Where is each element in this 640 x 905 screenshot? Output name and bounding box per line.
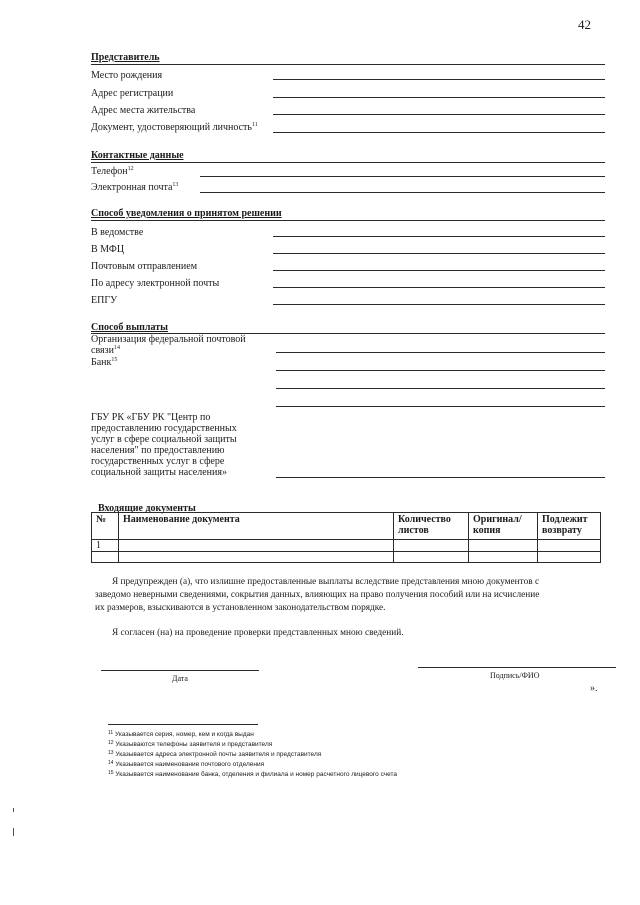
section-title-incoming: Входящие документы xyxy=(98,503,196,514)
incoming-documents-table xyxy=(91,512,601,563)
option-email-line[interactable] xyxy=(273,287,605,288)
closing-quote: ». xyxy=(590,683,598,694)
footnote-num: 15 xyxy=(108,770,114,776)
footnote-num: 11 xyxy=(108,730,114,736)
option-agency-line[interactable] xyxy=(273,236,605,237)
warning-line-3: их размеров, взыскиваются в установленном законодательством порядке. xyxy=(95,603,386,613)
option-epgu-line[interactable] xyxy=(273,304,605,305)
table-cell-sheets[interactable] xyxy=(394,552,469,563)
col-header-doc-name: Наименование документа xyxy=(119,513,394,540)
field-label-birthplace: Место рождения xyxy=(91,70,163,81)
footnote-13 xyxy=(108,750,321,760)
identity-document-label-text: Документ, удостоверяющий личность xyxy=(91,122,252,133)
footnote-text: Указывается наименование банка, отделения и филиала и номер расчетного лицевого счета xyxy=(115,771,398,778)
warning-line-1: Я предупрежден (а), что излишне предоставленные выплаты вследствие представления мною документов с xyxy=(112,577,540,587)
table-cell-num[interactable]: 1 xyxy=(92,540,119,552)
field-label-phone xyxy=(91,166,134,178)
section-title-notification: Способ уведомления о принятом решении xyxy=(91,208,282,219)
bank-input-line-1[interactable] xyxy=(276,370,605,371)
footnote-num: 13 xyxy=(108,750,114,756)
footnote-14 xyxy=(108,760,264,770)
footnote-num: 12 xyxy=(108,740,114,746)
scan-mark xyxy=(13,828,14,836)
footnote-12 xyxy=(108,740,272,750)
footnote-ref: 11 xyxy=(251,122,258,128)
option-label-epgu: ЕПГУ xyxy=(91,295,118,306)
table-cell-doc-name[interactable] xyxy=(119,552,394,563)
original-header-l1: Оригинал/ xyxy=(473,514,522,525)
col-header-num: № xyxy=(92,513,119,540)
agency-line-3: услуг в сфере социальной защиты xyxy=(91,434,237,445)
col-header-original xyxy=(469,513,538,540)
sheets-header-l1: Количество xyxy=(398,514,451,525)
payment-postal-label-text: связи xyxy=(91,345,114,356)
signature-input-line[interactable] xyxy=(418,667,616,668)
footnote-ref: 15 xyxy=(111,357,118,363)
agency-line-4: населения" по предоставлению xyxy=(91,445,225,456)
option-label-email: По адресу электронной почты xyxy=(91,278,220,289)
section-title-representative: Представитель xyxy=(91,52,160,63)
table-header-row xyxy=(92,513,601,540)
payment-postal-line2 xyxy=(91,345,120,357)
table-row xyxy=(92,552,601,563)
option-label-agency: В ведомстве xyxy=(91,227,144,238)
footnote-15 xyxy=(108,770,397,780)
footnote-text: Указывается адреса электронной почты заявителя и представителя xyxy=(115,751,322,758)
scan-mark xyxy=(13,808,14,812)
registration-address-input-line[interactable] xyxy=(273,97,605,98)
bank-input-line-2[interactable] xyxy=(276,388,605,389)
agency-line-6: социальной защиты населения» xyxy=(91,467,227,478)
phone-input-line[interactable] xyxy=(200,176,605,177)
warning-line-2: заведомо неверными сведениями, сокрытия данных, влияющих на право получения пособий или на исчисление xyxy=(95,590,540,600)
col-header-sheets xyxy=(394,513,469,540)
signature-label: Подпись/ФИО xyxy=(490,671,540,680)
option-mfc-line[interactable] xyxy=(273,253,605,254)
return-header-l1: Подлежит xyxy=(542,514,588,525)
postal-input-line[interactable] xyxy=(276,352,605,353)
residence-address-input-line[interactable] xyxy=(273,114,605,115)
sheets-header-l2: листов xyxy=(398,525,429,536)
table-cell-num[interactable] xyxy=(92,552,119,563)
footnote-ref: 12 xyxy=(127,166,134,172)
section-rule xyxy=(91,64,605,65)
field-label-residence-address: Адрес места жительства xyxy=(91,105,196,116)
option-label-post: Почтовым отправлением xyxy=(91,261,198,272)
table-cell-original[interactable] xyxy=(469,540,538,552)
table-row xyxy=(92,540,601,552)
footnote-text: Указываются телефоны заявителя и представителя xyxy=(115,741,273,748)
agency-line-1: ГБУ РК «ГБУ РК "Центр по xyxy=(91,412,211,423)
table-cell-doc-name[interactable] xyxy=(119,540,394,552)
phone-label-text: Телефон xyxy=(91,166,128,177)
field-label-identity-document xyxy=(91,122,258,134)
date-label: Дата xyxy=(172,674,188,683)
field-label-registration-address: Адрес регистрации xyxy=(91,88,174,99)
section-rule xyxy=(91,220,605,221)
bank-label-text: Банк xyxy=(91,357,112,368)
footnote-ref: 14 xyxy=(113,345,120,351)
return-header-l2: возврату xyxy=(542,525,582,536)
agency-line-5: государственных услуг в сфере xyxy=(91,456,225,467)
field-label-email xyxy=(91,182,178,194)
section-title-payment: Способ выплаты xyxy=(91,322,168,333)
footnote-text: Указывается серия, номер, кем и когда выдан xyxy=(115,731,254,738)
footnote-text: Указывается наименование почтового отделения xyxy=(115,761,265,768)
payment-postal-line1: Организация федеральной почтовой xyxy=(91,334,246,345)
option-post-line[interactable] xyxy=(273,270,605,271)
col-header-return xyxy=(538,513,601,540)
footnote-11 xyxy=(108,730,254,740)
email-label-text: Электронная почта xyxy=(91,182,173,193)
footnote-separator xyxy=(108,724,258,725)
page-number: 42 xyxy=(578,17,591,32)
section-title-contacts: Контактные данные xyxy=(91,150,184,161)
table-cell-return[interactable] xyxy=(538,540,601,552)
option-label-mfc: В МФЦ xyxy=(91,244,125,255)
identity-document-input-line[interactable] xyxy=(273,132,605,133)
payment-bank-label xyxy=(91,357,117,369)
original-header-l2: копия xyxy=(473,525,501,536)
agency-input-line[interactable] xyxy=(276,477,605,478)
agency-line-2: предоставлению государственных xyxy=(91,423,237,434)
date-input-line[interactable] xyxy=(101,670,259,671)
footnote-num: 14 xyxy=(108,760,114,766)
table-cell-sheets[interactable] xyxy=(394,540,469,552)
email-input-line[interactable] xyxy=(200,192,605,193)
table-cell-return[interactable] xyxy=(538,552,601,563)
table-cell-original[interactable] xyxy=(469,552,538,563)
birthplace-input-line[interactable] xyxy=(273,79,605,80)
bank-input-line-3[interactable] xyxy=(276,406,605,407)
consent-statement: Я согласен (на) на проведение проверки представленных мною сведений. xyxy=(112,628,404,638)
section-rule xyxy=(91,162,605,163)
footnote-ref: 13 xyxy=(172,182,179,188)
